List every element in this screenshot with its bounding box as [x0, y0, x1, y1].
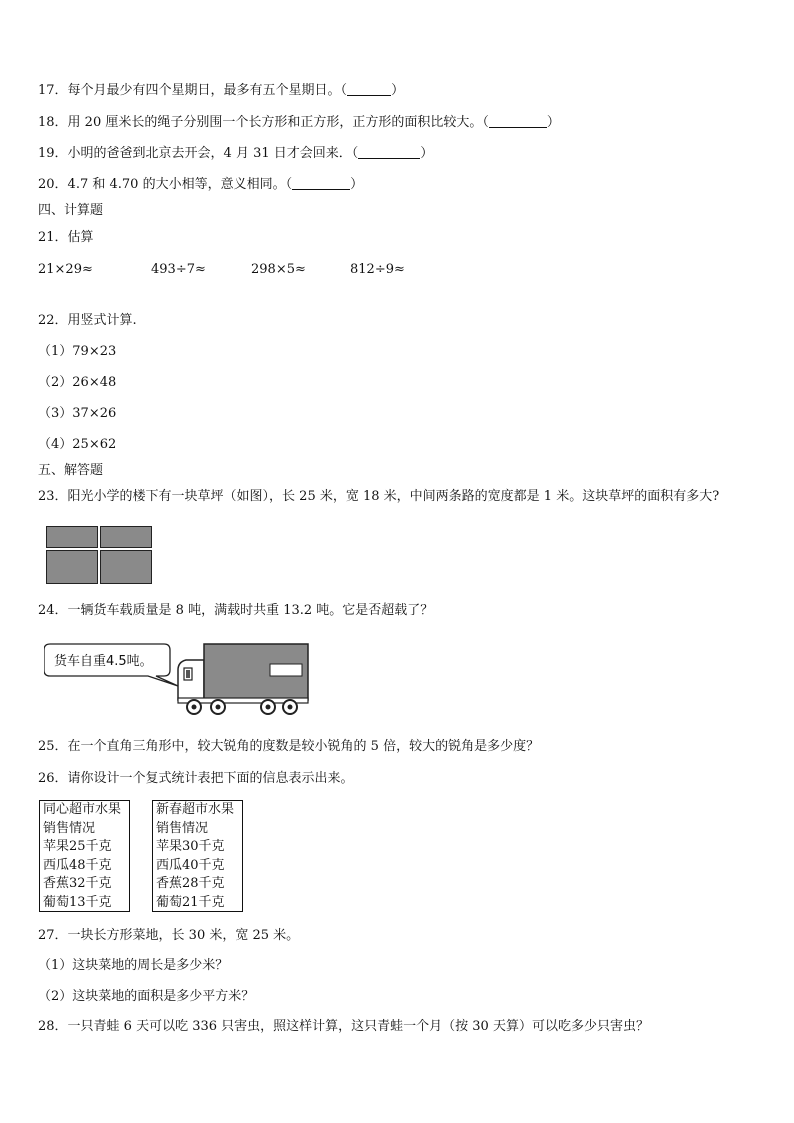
- lawn-plot: [100, 526, 152, 548]
- question-text: 4.7 和 4.70 的大小相等，意义相同。（: [67, 177, 293, 192]
- section-heading-word-problems: 五、解答题: [38, 463, 104, 478]
- box-line: 销售情况: [156, 820, 209, 836]
- question-text: 每个月最少有四个星期日，最多有五个星期日。（: [67, 83, 348, 98]
- question-text: 小明的爸爸到北京去开会，4 月 31 日才会回来．（: [67, 146, 359, 161]
- close-paren: ）: [391, 83, 405, 98]
- question-18: [38, 115, 560, 131]
- box-line: 销售情况: [43, 820, 96, 836]
- question-28: 28．一只青蛙 6 天可以吃 336 只害虫，照这样计算，这只青蛙一个月（按 30 天算）可以吃多少只害虫？: [38, 1019, 649, 1034]
- box-line: 香蕉32千克: [43, 876, 112, 892]
- question-number: 20．: [38, 177, 68, 192]
- vertical-calc-item: （3）37×26: [38, 406, 117, 421]
- answer-blank[interactable]: [489, 115, 547, 128]
- question-text: 用 20 厘米长的绳子分别围一个长方形和正方形，正方形的面积比较大。（: [67, 115, 489, 130]
- box-line: 西瓜48千克: [43, 857, 112, 873]
- box-line: 同心超市水果: [43, 802, 122, 817]
- store-sales-box-1: [39, 800, 130, 912]
- lawn-plot: [46, 550, 98, 584]
- question-22-title: 22．用竖式计算.: [38, 313, 137, 328]
- question-number: 17．: [38, 83, 68, 98]
- truck-weight-label: 货车自重4.5吨。: [54, 654, 153, 669]
- box-line: 新春超市水果: [156, 802, 235, 817]
- question-21-title: 21．估算: [38, 230, 94, 245]
- question-20: [38, 177, 363, 193]
- question-number: 19．: [38, 146, 68, 161]
- estimate-item: 298×5≈: [251, 262, 306, 277]
- close-paren: ）: [546, 115, 560, 130]
- close-paren: ）: [350, 177, 364, 192]
- question-23: 23．阳光小学的楼下有一块草坪（如图），长 25 米，宽 18 米，中间两条路的宽度都是 1 米。这块草坪的面积有多大?: [38, 489, 720, 504]
- estimate-item: 21×29≈: [38, 262, 93, 277]
- truck-illustration: [44, 640, 314, 716]
- estimate-item: 493÷7≈: [151, 262, 206, 277]
- question-17: [38, 83, 404, 99]
- vertical-calc-item: （2）26×48: [38, 375, 117, 390]
- question-26: 26．请你设计一个复式统计表把下面的信息表示出来。: [38, 771, 354, 786]
- question-25: 25．在一个直角三角形中，较大锐角的度数是较小锐角的 5 倍，较大的锐角是多少度？: [38, 739, 540, 754]
- close-paren: ）: [420, 146, 434, 161]
- answer-blank[interactable]: [347, 83, 391, 96]
- question-19: [38, 146, 433, 162]
- lawn-figure: [46, 526, 152, 584]
- vertical-calc-item: （4）25×62: [38, 437, 117, 452]
- store-sales-box-2: [152, 800, 243, 912]
- question-27-part: （1）这块菜地的周长是多少米？: [38, 958, 229, 973]
- answer-blank[interactable]: [358, 146, 420, 159]
- question-27-title: 27．一块长方形菜地，长 30 米，宽 25 米。: [38, 928, 300, 943]
- answer-blank[interactable]: [292, 177, 350, 190]
- box-line: 葡萄13千克: [43, 894, 112, 910]
- question-24: 24．一辆货车载质量是 8 吨，满载时共重 13.2 吨。它是否超载了？: [38, 603, 434, 618]
- box-line: 葡萄21千克: [156, 894, 225, 910]
- lawn-plot: [46, 526, 98, 548]
- box-line: 苹果25千克: [43, 839, 112, 855]
- box-line: 香蕉28千克: [156, 876, 225, 892]
- box-line: 苹果30千克: [156, 839, 225, 855]
- lawn-plot: [100, 550, 152, 584]
- question-number: 18．: [38, 115, 68, 130]
- box-line: 西瓜40千克: [156, 857, 225, 873]
- estimate-item: 812÷9≈: [350, 262, 405, 277]
- vertical-calc-item: （1）79×23: [38, 344, 117, 359]
- question-27-part: （2）这块菜地的面积是多少平方米？: [38, 989, 255, 1004]
- section-heading-calculation: 四、计算题: [38, 203, 104, 218]
